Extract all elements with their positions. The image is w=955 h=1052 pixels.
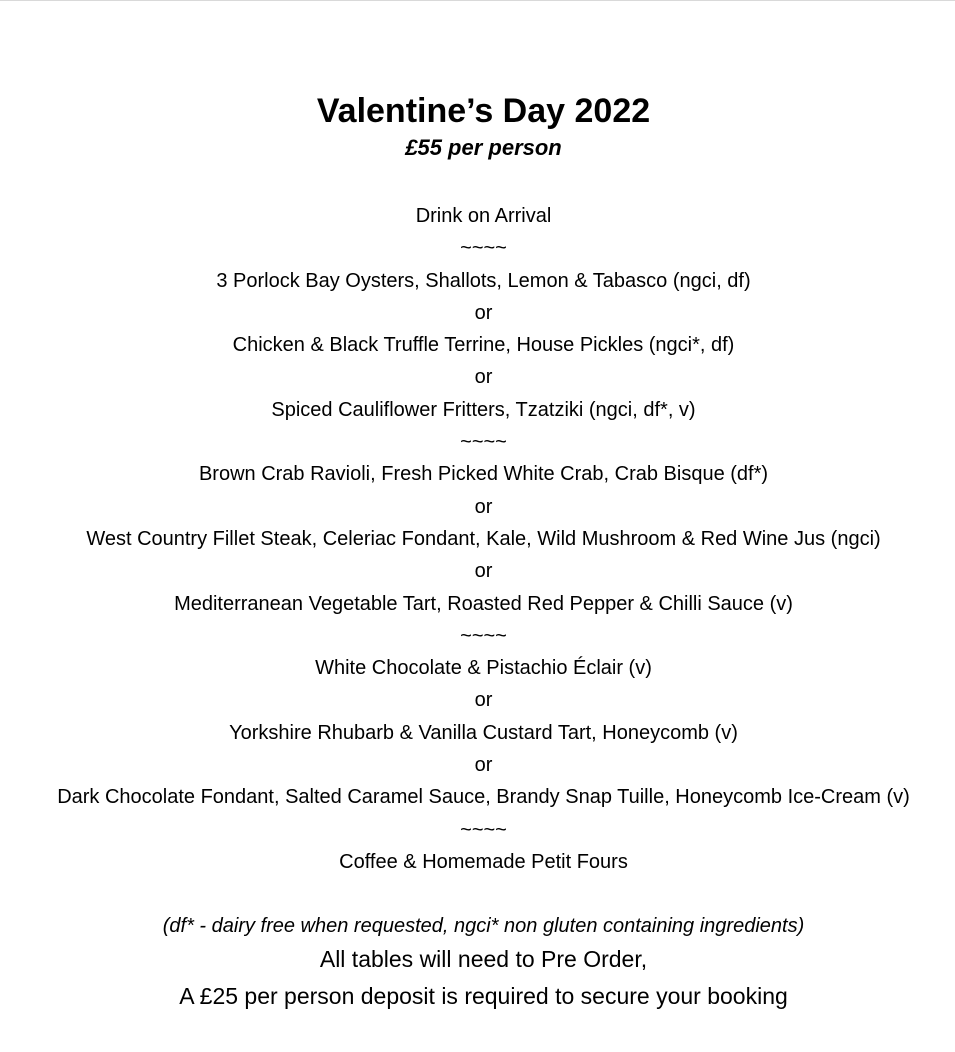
- menu-price: £55 per person: [405, 135, 562, 160]
- dessert-option: White Chocolate & Pistachio Éclair (v): [315, 657, 652, 680]
- menu-title: Valentine’s Day 2022: [316, 92, 651, 130]
- drink-on-arrival: Drink on Arrival: [415, 205, 552, 227]
- dessert-option: Yorkshire Rhubarb & Vanilla Custard Tart, Honeycomb (v): [229, 721, 738, 744]
- starter-option: Spiced Cauliflower Fritters, Tzatziki (ngci, df*, v): [271, 398, 696, 421]
- course-separator: ~~~~: [460, 237, 507, 260]
- dessert-option: Dark Chocolate Fondant, Salted Caramel Sauce, Brandy Snap Tuille, Honeycomb Ice-Cream (v): [57, 786, 910, 809]
- menu-document: [0, 89, 955, 1015]
- top-divider: [0, 0, 955, 1]
- or-separator: or: [474, 689, 493, 712]
- or-separator: or: [474, 560, 493, 583]
- main-option: West Country Fillet Steak, Celeriac Fondant, Kale, Wild Mushroom & Red Wine Jus (ngci): [86, 527, 881, 550]
- pre-order-notice: All tables will need to Pre Order,: [319, 946, 648, 973]
- dietary-note: (df* - dairy free when requested, ngci* non gluten containing ingredients): [162, 915, 805, 938]
- menu-items: [0, 200, 955, 878]
- coffee-course: Coffee & Homemade Petit Fours: [339, 850, 628, 873]
- course-separator: ~~~~: [460, 818, 507, 841]
- main-option: Brown Crab Ravioli, Fresh Picked White Crab, Crab Bisque (df*): [198, 463, 769, 486]
- starter-option: Chicken & Black Truffle Terrine, House Pickles (ngci*, df): [232, 334, 735, 357]
- course-separator: ~~~~: [460, 431, 507, 454]
- starter-option: 3 Porlock Bay Oysters, Shallots, Lemon & Tabasco (ngci, df): [216, 269, 751, 292]
- or-separator: or: [474, 366, 493, 389]
- course-separator: ~~~~: [460, 624, 507, 647]
- main-option: Mediterranean Vegetable Tart, Roasted Red Pepper & Chilli Sauce (v): [174, 592, 793, 615]
- or-separator: or: [474, 301, 493, 324]
- deposit-notice: A £25 per person deposit is required to secure your booking: [179, 983, 788, 1010]
- or-separator: or: [474, 754, 493, 777]
- or-separator: or: [474, 495, 493, 518]
